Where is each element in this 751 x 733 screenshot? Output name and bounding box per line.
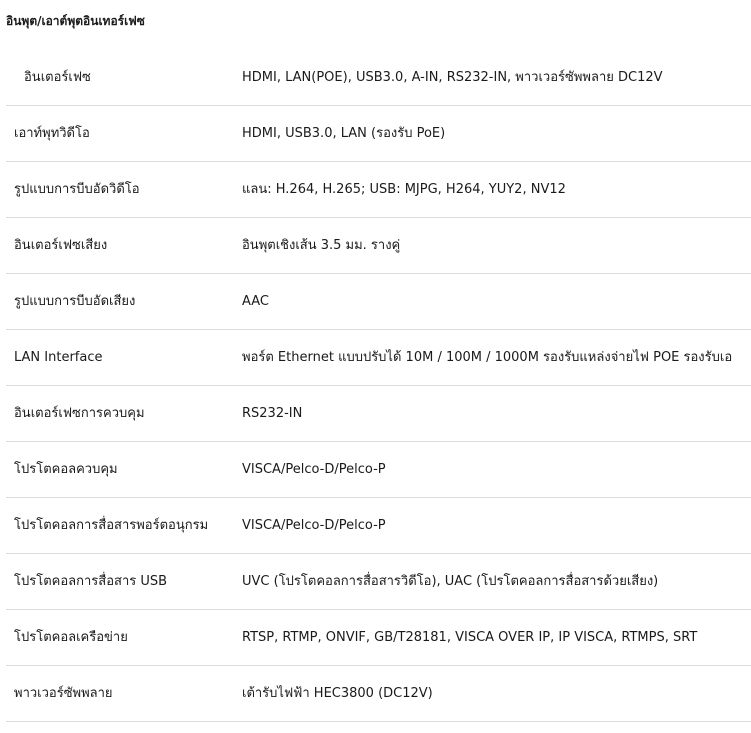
spec-label: โปรโตคอลควบคุม (14, 462, 118, 477)
spec-row-interface (6, 50, 751, 106)
spec-value: เต้ารับไฟฟ้า HEC3800 (DC12V) (242, 686, 433, 701)
spec-row-video-compression (6, 162, 751, 218)
spec-label: โปรโตคอลเครือข่าย (14, 630, 128, 645)
spec-value: AAC (242, 294, 269, 309)
section-title: อินพุต/เอาต์พุตอินเทอร์เฟซ (6, 14, 145, 28)
spec-row-control-interface (6, 386, 751, 442)
spec-value: RS232-IN (242, 406, 303, 421)
spec-value: แลน: H.264, H.265; USB: MJPG, H264, YUY2, NV12 (242, 182, 566, 197)
spec-value: UVC (โปรโตคอลการสื่อสารวิดีโอ), UAC (โปรโตคอลการสื่อสารด้วยเสียง) (242, 574, 659, 589)
spec-value: RTSP, RTMP, ONVIF, GB/T28181, VISCA OVER IP, IP VISCA, RTMPS, SRT (242, 630, 698, 645)
spec-row-audio-compression (6, 274, 751, 330)
spec-label: อินเตอร์เฟซ (24, 70, 91, 85)
spec-label: อินเตอร์เฟซการควบคุม (14, 406, 145, 421)
spec-label: โปรโตคอลการสื่อสาร USB (14, 574, 168, 589)
spec-table (6, 50, 751, 722)
spec-value: HDMI, LAN(POE), USB3.0, A-IN, RS232-IN, พาวเวอร์ซัพพลาย DC12V (242, 70, 663, 85)
spec-row-control-protocol (6, 442, 751, 498)
spec-label: พาวเวอร์ซัพพลาย (14, 686, 113, 701)
spec-value: VISCA/Pelco-D/Pelco-P (242, 518, 386, 533)
spec-value: HDMI, USB3.0, LAN (รองรับ PoE) (242, 126, 446, 141)
spec-row-network-protocol (6, 610, 751, 666)
spec-label: อินเตอร์เฟซเสียง (14, 238, 108, 253)
spec-row-video-output (6, 106, 751, 162)
spec-row-audio-interface (6, 218, 751, 274)
spec-value: อินพุตเชิงเส้น 3.5 มม. รางคู่ (242, 238, 401, 253)
spec-label: รูปแบบการบีบอัดวิดีโอ (14, 182, 140, 197)
spec-row-serial-protocol (6, 498, 751, 554)
spec-label: LAN Interface (14, 350, 103, 365)
spec-label: รูปแบบการบีบอัดเสียง (14, 294, 136, 309)
spec-row-lan-interface (6, 330, 751, 386)
spec-label: โปรโตคอลการสื่อสารพอร์ตอนุกรม (14, 518, 209, 533)
spec-row-usb-protocol (6, 554, 751, 610)
spec-value: VISCA/Pelco-D/Pelco-P (242, 462, 386, 477)
spec-row-power-supply (6, 666, 751, 722)
spec-label: เอาท์พุทวิดีโอ (14, 126, 90, 141)
spec-value: พอร์ต Ethernet แบบปรับได้ 10M / 100M / 1000M รองรับแหล่งจ่ายไฟ POE รองรับเอ (242, 350, 733, 365)
